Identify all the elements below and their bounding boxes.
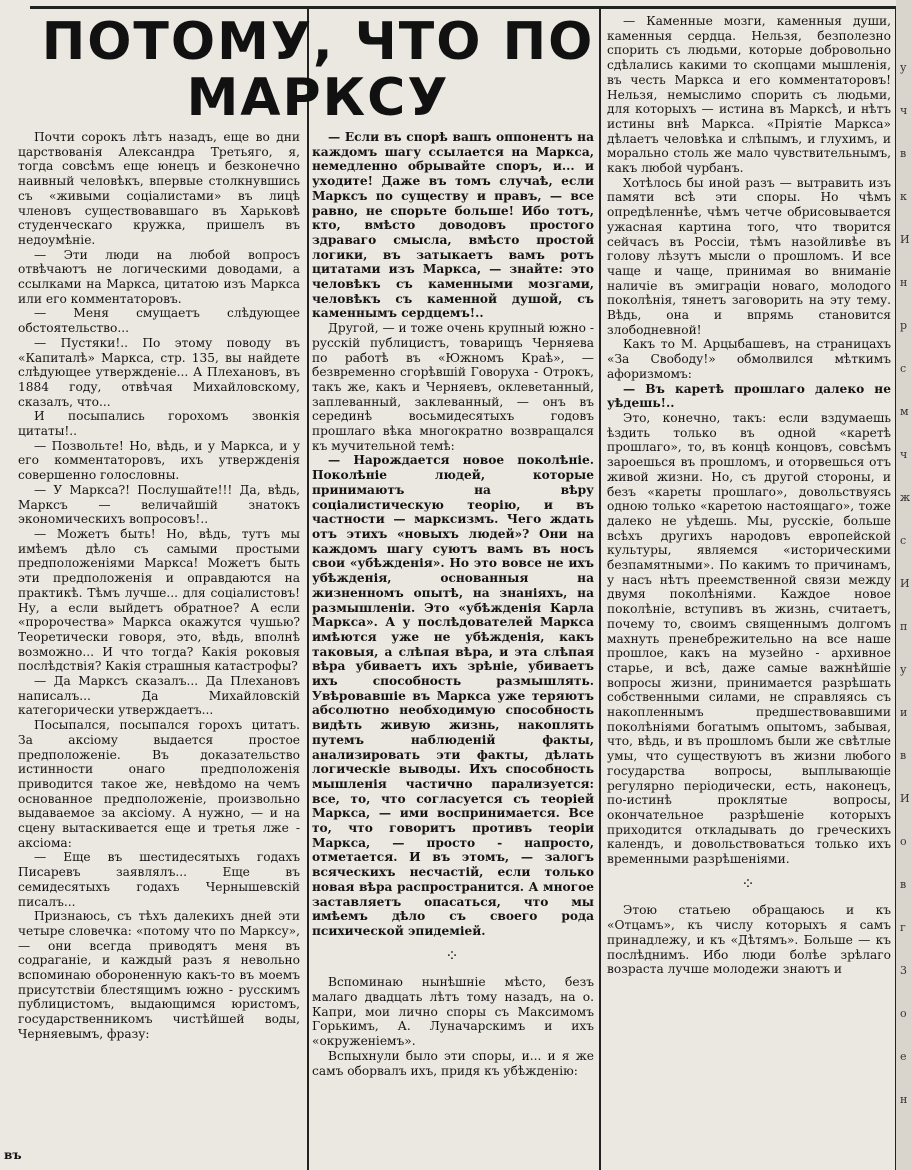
paragraph: Какъ то М. Арцыбашевъ, на страницахъ «За Свободу!» обмолвился мѣткимъ афоризмомъ: (607, 337, 891, 381)
fragment-letter: у (900, 663, 907, 676)
column-divider-1 (307, 8, 309, 1170)
paragraph: И посыпались горохомъ звонкія цитаты!.. (18, 409, 300, 439)
paragraph: Посыпался, посыпался горохъ цитатъ. За аксіому выдается простое предположеніе. Въ доказательство истинности онаго предположенія приводится такое же, невѣдомо на чемъ основанное предположеніе, произвольно выдаваемое за аксіому. А нужно, — и на сцену вытаскивается еще и третья лже - аксіома: (18, 718, 300, 850)
fragment-letter: с (900, 362, 907, 375)
fragment-letter: с (900, 534, 907, 547)
paragraph: Почти сорокъ лѣтъ назадъ, еще во дни царствованія Александра Третьяго, я, тогда совсѣмъ еще юнецъ и безконечно наивный человѣкъ, впервые столкнувшись съ «живыми соціалистами» въ лицѣ членовъ существовавшаго въ Харьковѣ студенческаго кружка, пришелъ въ недоумѣніе. (18, 130, 300, 247)
paragraph: — Нарождается новое поколѣніе. Поколѣніе людей, которые принимаютъ на вѣру соціалистическую теорію, и въ частности — марксизмъ. Чего ждать отъ этихъ «новыхъ людей»? Они на каждомъ шагу суютъ вамъ въ носъ свои «убѣжденія». Но это вовсе не ихъ убѣжденія, основанныя на жизненномъ опытѣ, на знаніяхъ, на размышленіи. Это «убѣжденія Карла Маркса». А у послѣдователей Маркса имѣются уже не убѣжденія, какъ таковыя, а слѣпая вѣра, и эта слѣпая вѣра убиваетъ ихъ зрѣніе, убиваетъ ихъ способность размышлять. Увѣровавшіе въ Маркса уже теряютъ абсолютно необходимую способность видѣть живую жизнь, накоплять путемъ наблюденій факты, анализировать эти факты, дѣлать логическіе выводы. Ихъ способность мышленія частично парализуется: все, то, что согласуется съ теоріей Маркса, — ими воспринимается. Все то, что говоритъ противъ теоріи Маркса, — просто - напросто, отметается. И въ этомъ, — залогъ всяческихъ несчастій, если только новая вѣра распространится. А многое заставляетъ опасаться, что мы имѣемъ дѣло съ своего рода психической эпидеміей. (312, 453, 594, 938)
column-2 (312, 130, 594, 1165)
fragment-letter: е (900, 1050, 907, 1063)
column-divider-2 (599, 8, 601, 1170)
paragraph: Другой, — и тоже очень крупный южно - русскій публицистъ, товарищъ Черняева по работѣ въ «Южномъ Краѣ», — безвременно сгорѣвшій Говоруха - Отрокъ, такъ же, какъ и Черняевъ, оклеветанный, заплеванный, заклеванный, — онъ въ серединѣ восьмидесятыхъ годовъ прошлаго вѣка многократно возвращался къ мучительной темѣ: (312, 321, 594, 453)
paragraph: — Если въ спорѣ вашъ оппонентъ на каждомъ шагу ссылается на Маркса, немедленно обрывайте споръ, и... и уходите! Даже въ томъ случаѣ, если Марксъ по существу и правъ, — все равно, не спорьте больше! Ибо тотъ, кто, вмѣсто доводовъ простого здраваго смысла, вмѣсто простой логики, въ затыкаетъ вамъ ротъ цитатами изъ Маркса, — знайте: это человѣкъ съ каменными мозгами, человѣкъ съ каменной душой, съ каменнымъ сердцемъ!.. (312, 130, 594, 321)
paragraph: — Меня смущаетъ слѣдующее обстоятельство... (18, 306, 300, 336)
paragraph: — Можетъ быть! Но, вѣдь, тутъ мы имѣемъ дѣло съ самыми простыми предположеніями Маркса! Можетъ быть эти предположенія и оправдаются на практикѣ. Тѣмъ лучше... для соціалистовъ! Ну, а если выйдетъ обратное? А если «пророчества» Маркса окажутся чушью? Теоретически говоря, это, вѣдь, вполнѣ возможно... И что тогда? Какія роковыя послѣдствія? Какія страшныя катастрофы? (18, 526, 300, 674)
fragment-letter: в (900, 147, 907, 160)
paragraph: — У Маркса?! Послушайте!!! Да, вѣдь, Марксъ — величайшій знатокъ экономическихъ вопросовъ!.. (18, 482, 300, 527)
paragraph: — Да Марксъ сказалъ... Да Плехановъ написалъ... Да Михайловскій категорически утверждаетъ... (18, 674, 300, 718)
paragraph: Это, конечно, такъ: если вздумаешь ѣздить только въ одной «каретѣ прошлаго», то, въ концѣ концовъ, совсѣмъ зароешься въ прошломъ, и оторвешься отъ живой жизни. Но, съ другой стороны, и безъ «кареты прошлаго», довольствуясь одною только «каретою настоящаго», тоже далеко не уѣдешь. Мы, русскіе, больше всѣхъ другихъ народовъ европейской культуры, являемся «историческими безпамятными». По какимъ то причинамъ, у насъ нѣтъ преемственной связи между двумя поколѣніями. Каждое новое поколѣніе, вступивъ въ жизнь, считаетъ, почему то, своимъ священнымъ долгомъ махнуть пренебрежительно на все наше прошлое, какъ на музейно - архивное старье, и всѣ, даже самые важнѣйшіе вопросы жизни, принимается разрѣшать собственными силами, не справляясь съ накопленнымъ предшествовавшими поколѣніями богатымъ опытомъ, забывая, что, вѣдь, и въ прошломъ были же свѣтлые умы, что существуютъ въ жизни любого государства вопросы, выплывающіе регулярно періодически, есть, наконецъ, по-истинѣ проклятые вопросы, окончательное разрѣшеніе которыхъ приходится откладывать до греческихъ календъ, и довольствоваться только ихъ временными разрѣшеніями. (607, 410, 891, 867)
fragment-letter: р (900, 319, 908, 332)
paragraph: — Еще въ шестидесятыхъ годахъ Писаревъ заявлялъ... Еще въ семидесятыхъ годахъ Чернышевскій писалъ... (18, 850, 300, 909)
fragment-letter: в (900, 878, 907, 891)
fragment-letter: г (900, 921, 906, 934)
fragment-letter: и (900, 706, 908, 719)
paragraph: — Пустяки!.. По этому поводу въ «Капиталѣ» Маркса, стр. 135, вы найдете слѣдующее утвержденіе... А Плехановъ, въ 1884 году, отвѣчая Михайловскому, сказалъ, что... (18, 335, 300, 409)
fragment-letter: в (900, 749, 907, 762)
fragment-letter: И (900, 577, 910, 590)
fragment-letter: п (900, 620, 908, 633)
top-rule (30, 6, 906, 9)
fragment-letter: к (900, 190, 907, 203)
paragraph: — Каменные мозги, каменныя души, каменныя сердца. Нельзя, безполезно спорить съ людьми, которые добровольно сдѣлались какими то скопцами мышленія, въ честь Маркса и его комментаторовъ! Нельзя, немыслимо спорить съ людьми, для которыхъ — истина въ Марксѣ, и нѣтъ истины внѣ Маркса. «Пріятіе Маркса» дѣлаетъ человѣка и слѣпымъ, и глухимъ, и морально столь же мало чувствительнымъ, какъ любой чурбанъ. (607, 14, 891, 176)
bottom-fragment: въ (4, 1148, 22, 1162)
section-separator: ⁘ (741, 873, 757, 893)
section-separator: ⁘ (445, 945, 461, 965)
fragment-letter: ж (900, 491, 911, 504)
adjacent-column-fragment (896, 0, 912, 1170)
paragraph: Вспоминаю нынѣшніе мѣсто, безъ малаго двадцать лѣтъ тому назадъ, на о. Капри, мои лично споры съ Максимомъ Горькимъ, А. Луначарскимъ и ихъ «окруженіемъ». (312, 975, 594, 1049)
fragment-letter: у (900, 61, 907, 74)
column-3 (607, 14, 891, 1164)
fragment-letter: И (900, 233, 910, 246)
paragraph: Хотѣлось бы иной разъ — вытравить изъ памяти всѣ эти споры. Но чѣмъ опредѣленнѣе, чѣмъ четче обрисовывается ужасная картина того, что творится сейчасъ въ Россіи, тѣмъ назойливѣе въ голову лѣзутъ мысли о прошломъ. И все чаще и чаще, принимая во вниманіе наличіе въ эмиграціи новаго, молодого поколѣнія, тянетъ заговорить на эту тему. Вѣдь, она и впрямь становится злободневной! (607, 175, 891, 337)
column-1 (18, 130, 300, 1165)
paragraph: Признаюсь, съ тѣхъ далекихъ дней эти четыре словечка: «потому что по Марксу», — они всегда приводятъ меня въ содраганіе, и каждый разъ я невольно вспоминаю обороненную какъ-то въ моемъ присутствіи блестящимъ южно - русскимъ публицистомъ, выдающимся юристомъ, государственникомъ чистѣйшей воды, Черняевымъ, фразу: (18, 909, 300, 1041)
fragment-letter: м (900, 405, 909, 418)
fragment-letter: 3 (900, 964, 907, 977)
fragment-letter: н (900, 276, 908, 289)
article-headline: ПОТОМУ, ЧТО ПО МАРКСУ (41, 12, 595, 128)
fragment-letter: ч (900, 104, 908, 117)
paragraph: — Позвольте! Но, вѣдь, и у Маркса, и у его комментаторовъ, ихъ утвержденія совершенно голословны. (18, 438, 300, 483)
fragment-letter: ч (900, 448, 908, 461)
paragraph: — Въ каретѣ прошлаго далеко не уѣдешь!.. (607, 381, 891, 411)
paragraph: — Эти люди на любой вопросъ отвѣчаютъ не логическими доводами, а ссылками на Маркса, цитатою изъ Маркса или его комментаторовъ. (18, 247, 300, 306)
fragment-letter: о (900, 835, 907, 848)
paragraph: Этою статьею обращаюсь и къ «Отцамъ», къ числу которыхъ я самъ принадлежу, и къ «Дѣтямъ». Больше — къ послѣднимъ. Ибо люди болѣе зрѣлаго возраста лучше молодежи знаютъ и (607, 903, 891, 977)
fragment-letter: н (900, 1093, 908, 1106)
fragment-letter: И (900, 792, 910, 805)
paragraph: Вспыхнули было эти споры, и... и я же самъ оборвалъ ихъ, придя къ убѣжденію: (312, 1048, 594, 1078)
fragment-letter: о (900, 1007, 907, 1020)
